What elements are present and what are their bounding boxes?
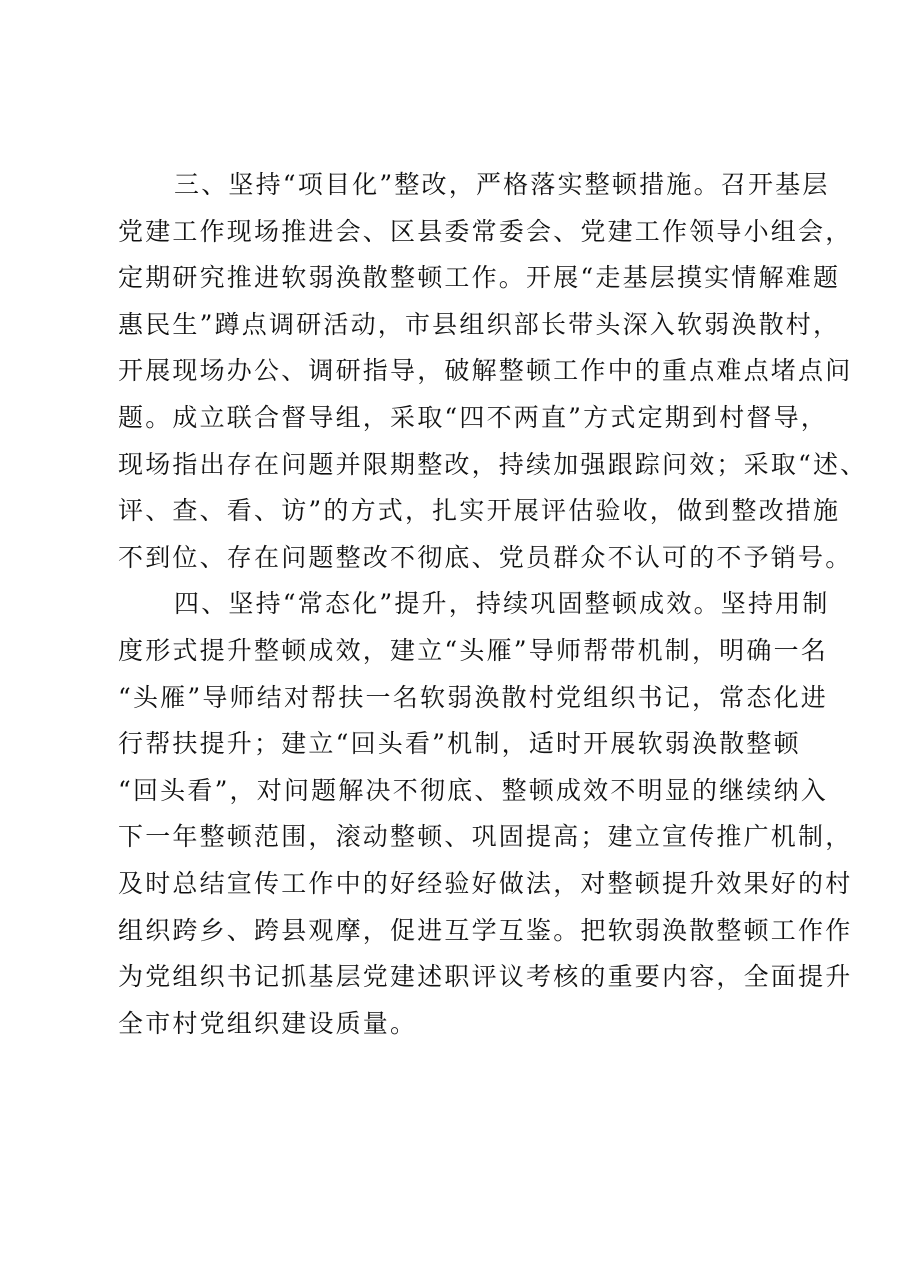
text-line: 度形式提升整顿成效，建立“头雁”导师帮带机制，明确一名 [118,635,828,665]
text-line: 党建工作现场推进会、区县委常委会、党建工作领导小组会， [118,216,853,246]
text-line: 及时总结宣传工作中的好经验好做法，对整顿提升效果好的村 [118,868,853,898]
text-line: 四、坚持“常态化”提升，持续巩固整顿成效。坚持用制 [174,589,830,619]
text-line: 为党组织书记抓基层党建述职评议考核的重要内容，全面提升 [118,962,853,992]
paragraph-section-three [118,162,868,581]
text-line: 定期研究推进软弱涣散整顿工作。开展“走基层摸实情解难题 [118,263,841,293]
text-line: “回头看”，对问题解决不彻底、整顿成效不明显的继续纳入 [118,775,828,805]
text-line: 评、查、看、访”的方式，扎实开展评估验收，做到整改措施 [118,496,841,526]
text-line: 行帮扶提升；建立“回头看”机制，适时开展软弱涣散整顿 [118,729,801,759]
text-line: 全市村党组织建设质量。 [118,1008,418,1038]
text-line: 不到位、存在问题整改不彻底、党员群众不认可的不予销号。 [118,542,853,572]
text-line: 三、坚持“项目化”整改，严格落实整顿措施。召开基层 [174,170,830,199]
text-line: “头雁”导师结对帮扶一名软弱涣散村党组织书记，常态化进 [118,682,828,712]
text-line: 惠民生”蹲点调研活动，市县组织部长带头深入软弱涣散村， [118,309,841,339]
text-line: 题。成立联合督导组，采取“四不两直”方式定期到村督导， [118,402,828,432]
text-line: 开展现场办公、调研指导，破解整顿工作中的重点难点堵点问 [118,356,853,386]
text-line: 组织跨乡、跨县观摩，促进互学互鉴。把软弱涣散整顿工作作 [118,915,853,945]
document-body [118,162,868,1047]
text-line: 下一年整顿范围，滚动整顿、巩固提高；建立宣传推广机制， [118,822,853,852]
paragraph-section-four [118,581,853,1047]
text-line: 现场指出存在问题并限期整改，持续加强跟踪问效；采取“述、 [118,449,868,479]
